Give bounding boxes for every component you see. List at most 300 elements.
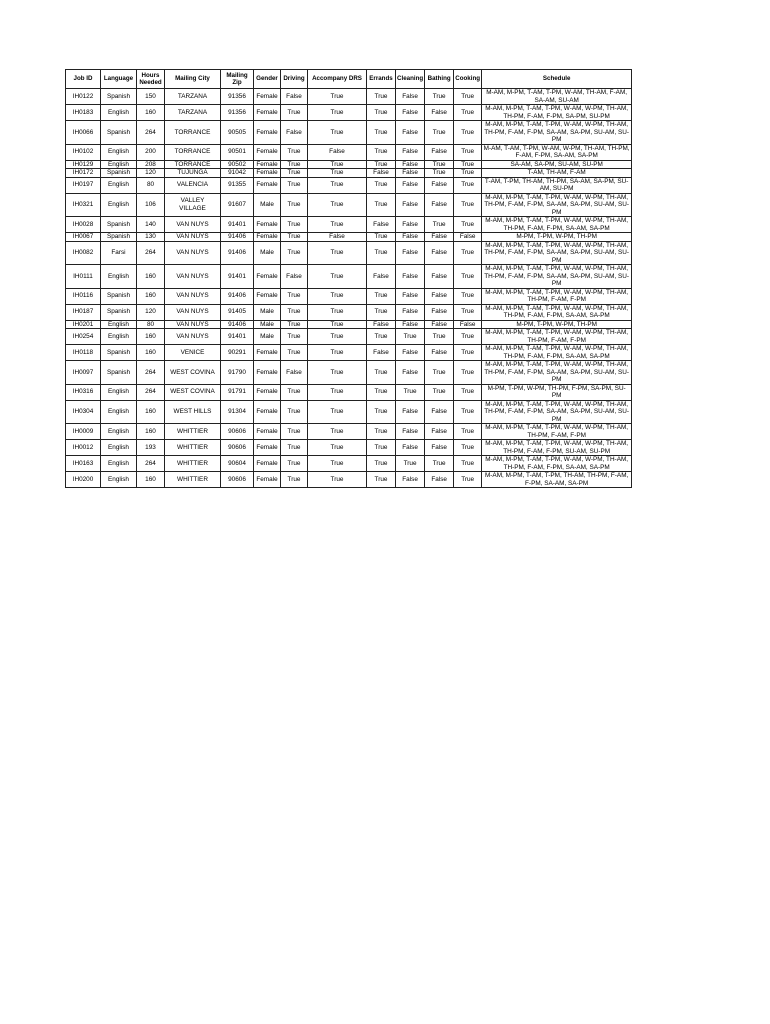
cell-accompany-drs: True xyxy=(308,160,367,169)
cell-job-id: IH0122 xyxy=(66,89,101,105)
cell-bathing: True xyxy=(425,384,454,400)
cell-accompany-drs: True xyxy=(308,193,367,217)
cell-driving: False xyxy=(281,89,308,105)
cell-cleaning: False xyxy=(396,320,425,329)
table-row xyxy=(66,144,632,160)
cell-schedule: M-AM, M-PM, T-AM, T-PM, W-AM, W-PM, TH-AM, TH-PM, F-AM, F-PM, SA-PM, SU-PM xyxy=(482,105,632,121)
cell-schedule: M-AM, M-PM, T-AM, T-PM, TH-AM, TH-PM, F-AM, F-PM, SA-AM, SA-PM xyxy=(482,472,632,488)
cell-bathing: True xyxy=(425,169,454,178)
cell-hours-needed: 130 xyxy=(137,233,165,242)
cell-driving: True xyxy=(281,105,308,121)
cell-gender: Female xyxy=(254,400,281,424)
cell-bathing: False xyxy=(425,424,454,440)
cell-bathing: True xyxy=(425,361,454,385)
cell-language: Spanish xyxy=(101,345,137,361)
cell-cooking: True xyxy=(454,160,482,169)
cell-cleaning: False xyxy=(396,400,425,424)
cell-bathing: True xyxy=(425,121,454,145)
cell-driving: False xyxy=(281,361,308,385)
cell-language: English xyxy=(101,384,137,400)
cell-mailing-zip: 91405 xyxy=(221,304,254,320)
cell-mailing-zip: 91791 xyxy=(221,384,254,400)
cell-language: English xyxy=(101,329,137,345)
cell-mailing-city: WHITTIER xyxy=(165,456,221,472)
cell-mailing-city: TORRANCE xyxy=(165,121,221,145)
table-body xyxy=(66,89,632,488)
cell-job-id: IH0012 xyxy=(66,440,101,456)
column-header-errands: Errands xyxy=(367,70,396,89)
cell-gender: Female xyxy=(254,89,281,105)
cell-gender: Male xyxy=(254,193,281,217)
cell-cooking: True xyxy=(454,472,482,488)
cell-hours-needed: 120 xyxy=(137,169,165,178)
cell-cooking: True xyxy=(454,169,482,178)
cell-accompany-drs: True xyxy=(308,217,367,233)
cell-gender: Female xyxy=(254,144,281,160)
table-row xyxy=(66,400,632,424)
cell-driving: True xyxy=(281,384,308,400)
cell-job-id: IH0321 xyxy=(66,193,101,217)
cell-cooking: True xyxy=(454,217,482,233)
cell-errands: True xyxy=(367,384,396,400)
cell-gender: Male xyxy=(254,241,281,265)
cell-bathing: False xyxy=(425,440,454,456)
cell-schedule: M-AM, M-PM, T-AM, T-PM, W-AM, W-PM, TH-AM, TH-PM, F-AM, F-PM, SA-AM, SA-PM xyxy=(482,456,632,472)
cell-cleaning: True xyxy=(396,329,425,345)
cell-gender: Female xyxy=(254,121,281,145)
table-row xyxy=(66,320,632,329)
cell-errands: True xyxy=(367,424,396,440)
cell-mailing-zip: 90606 xyxy=(221,472,254,488)
cell-schedule: M-AM, M-PM, T-AM, T-PM, W-AM, W-PM, TH-AM, TH-PM, F-AM, F-PM xyxy=(482,288,632,304)
cell-language: English xyxy=(101,472,137,488)
cell-language: English xyxy=(101,265,137,289)
cell-mailing-zip: 90501 xyxy=(221,144,254,160)
cell-mailing-zip: 90606 xyxy=(221,440,254,456)
cell-driving: True xyxy=(281,424,308,440)
cell-errands: False xyxy=(367,217,396,233)
cell-cleaning: False xyxy=(396,304,425,320)
cell-language: Spanish xyxy=(101,288,137,304)
column-header-mailing-city: Mailing City xyxy=(165,70,221,89)
table-row xyxy=(66,233,632,242)
cell-bathing: False xyxy=(425,320,454,329)
cell-mailing-zip: 91401 xyxy=(221,217,254,233)
cell-language: Spanish xyxy=(101,217,137,233)
cell-hours-needed: 106 xyxy=(137,193,165,217)
cell-schedule: M-AM, M-PM, T-AM, T-PM, W-AM, W-PM, TH-AM, TH-PM, F-AM, F-PM, SU-AM, SU-PM xyxy=(482,440,632,456)
cell-errands: True xyxy=(367,105,396,121)
cell-job-id: IH0067 xyxy=(66,233,101,242)
cell-mailing-city: VAN NUYS xyxy=(165,241,221,265)
cell-bathing: False xyxy=(425,233,454,242)
cell-cooking: True xyxy=(454,400,482,424)
cell-job-id: IH0129 xyxy=(66,160,101,169)
cell-hours-needed: 140 xyxy=(137,217,165,233)
cell-bathing: False xyxy=(425,304,454,320)
cell-bathing: False xyxy=(425,288,454,304)
cell-hours-needed: 264 xyxy=(137,456,165,472)
cell-mailing-city: WEST COVINA xyxy=(165,384,221,400)
cell-language: Spanish xyxy=(101,233,137,242)
cell-errands: True xyxy=(367,160,396,169)
cell-driving: True xyxy=(281,217,308,233)
cell-mailing-city: VAN NUYS xyxy=(165,288,221,304)
cell-language: English xyxy=(101,193,137,217)
cell-bathing: False xyxy=(425,193,454,217)
cell-accompany-drs: True xyxy=(308,241,367,265)
cell-cooking: True xyxy=(454,89,482,105)
cell-mailing-city: WEST HILLS xyxy=(165,400,221,424)
cell-accompany-drs: True xyxy=(308,105,367,121)
cell-language: Spanish xyxy=(101,361,137,385)
cell-driving: True xyxy=(281,400,308,424)
cell-bathing: False xyxy=(425,144,454,160)
cell-driving: True xyxy=(281,193,308,217)
cell-hours-needed: 160 xyxy=(137,424,165,440)
cell-errands: True xyxy=(367,233,396,242)
cell-schedule: M-PM, T-PM, W-PM, TH-PM, F-PM, SA-PM, SU-PM xyxy=(482,384,632,400)
cell-mailing-zip: 91607 xyxy=(221,193,254,217)
cell-cooking: True xyxy=(454,361,482,385)
cell-mailing-zip: 91406 xyxy=(221,233,254,242)
cell-driving: False xyxy=(281,121,308,145)
cell-mailing-city: VAN NUYS xyxy=(165,265,221,289)
cell-language: English xyxy=(101,456,137,472)
cell-schedule: M-PM, T-PM, W-PM, TH-PM xyxy=(482,320,632,329)
cell-errands: False xyxy=(367,265,396,289)
cell-bathing: True xyxy=(425,329,454,345)
cell-cleaning: False xyxy=(396,472,425,488)
cell-accompany-drs: True xyxy=(308,361,367,385)
table-row xyxy=(66,384,632,400)
cell-bathing: False xyxy=(425,472,454,488)
cell-gender: Female xyxy=(254,424,281,440)
cell-cleaning: False xyxy=(396,361,425,385)
cell-accompany-drs: True xyxy=(308,424,367,440)
cell-cleaning: False xyxy=(396,121,425,145)
cell-mailing-city: WEST COVINA xyxy=(165,361,221,385)
job-table xyxy=(65,69,632,488)
cell-schedule: M-AM, M-PM, T-AM, T-PM, W-AM, W-PM, TH-AM, TH-PM, F-AM, F-PM, SA-AM, SA-PM, SU-AM, SU-PM xyxy=(482,361,632,385)
cell-hours-needed: 160 xyxy=(137,288,165,304)
cell-gender: Female xyxy=(254,105,281,121)
table-row xyxy=(66,440,632,456)
cell-errands: False xyxy=(367,169,396,178)
cell-job-id: IH0304 xyxy=(66,400,101,424)
cell-errands: True xyxy=(367,329,396,345)
column-header-bathing: Bathing xyxy=(425,70,454,89)
cell-hours-needed: 200 xyxy=(137,144,165,160)
cell-accompany-drs: True xyxy=(308,265,367,289)
cell-mailing-zip: 91356 xyxy=(221,105,254,121)
cell-job-id: IH0097 xyxy=(66,361,101,385)
cell-language: Farsi xyxy=(101,241,137,265)
cell-cooking: False xyxy=(454,320,482,329)
header-row xyxy=(66,70,632,89)
cell-bathing: True xyxy=(425,217,454,233)
cell-mailing-city: VALLEY VILLAGE xyxy=(165,193,221,217)
cell-hours-needed: 160 xyxy=(137,329,165,345)
column-header-driving: Driving xyxy=(281,70,308,89)
cell-errands: True xyxy=(367,456,396,472)
cell-gender: Male xyxy=(254,320,281,329)
cell-gender: Male xyxy=(254,329,281,345)
column-header-language: Language xyxy=(101,70,137,89)
column-header-mailing-zip: Mailing Zip xyxy=(221,70,254,89)
column-header-cleaning: Cleaning xyxy=(396,70,425,89)
cell-mailing-zip: 91406 xyxy=(221,288,254,304)
cell-cooking: True xyxy=(454,304,482,320)
column-header-accompany-drs: Accompany DRS xyxy=(308,70,367,89)
table-row xyxy=(66,105,632,121)
cell-mailing-zip: 91401 xyxy=(221,329,254,345)
cell-gender: Female xyxy=(254,233,281,242)
cell-gender: Female xyxy=(254,456,281,472)
cell-mailing-zip: 91355 xyxy=(221,177,254,193)
cell-errands: True xyxy=(367,144,396,160)
cell-gender: Female xyxy=(254,440,281,456)
cell-errands: True xyxy=(367,472,396,488)
cell-driving: False xyxy=(281,265,308,289)
cell-hours-needed: 264 xyxy=(137,361,165,385)
cell-gender: Female xyxy=(254,160,281,169)
table-row xyxy=(66,329,632,345)
cell-job-id: IH0254 xyxy=(66,329,101,345)
table-row xyxy=(66,121,632,145)
cell-cleaning: False xyxy=(396,440,425,456)
cell-mailing-city: VAN NUYS xyxy=(165,329,221,345)
cell-hours-needed: 264 xyxy=(137,384,165,400)
cell-accompany-drs: True xyxy=(308,329,367,345)
cell-gender: Female xyxy=(254,384,281,400)
cell-accompany-drs: True xyxy=(308,345,367,361)
cell-accompany-drs: True xyxy=(308,177,367,193)
cell-gender: Female xyxy=(254,265,281,289)
cell-cooking: True xyxy=(454,121,482,145)
cell-job-id: IH0172 xyxy=(66,169,101,178)
cell-language: Spanish xyxy=(101,89,137,105)
cell-mailing-city: VENICE xyxy=(165,345,221,361)
cell-job-id: IH0082 xyxy=(66,241,101,265)
cell-hours-needed: 80 xyxy=(137,177,165,193)
cell-language: English xyxy=(101,320,137,329)
cell-errands: True xyxy=(367,89,396,105)
cell-schedule: M-AM, M-PM, T-AM, T-PM, W-AM, W-PM, TH-AM, TH-PM, F-AM, F-PM, SA-AM, SA-PM xyxy=(482,304,632,320)
cell-bathing: False xyxy=(425,400,454,424)
cell-mailing-zip: 90502 xyxy=(221,160,254,169)
cell-mailing-city: VALENCIA xyxy=(165,177,221,193)
table-row xyxy=(66,177,632,193)
cell-schedule: SA-AM, SA-PM, SU-AM, SU-PM xyxy=(482,160,632,169)
cell-language: Spanish xyxy=(101,304,137,320)
cell-errands: True xyxy=(367,177,396,193)
cell-job-id: IH0201 xyxy=(66,320,101,329)
cell-accompany-drs: True xyxy=(308,304,367,320)
cell-job-id: IH0028 xyxy=(66,217,101,233)
cell-driving: True xyxy=(281,456,308,472)
cell-mailing-city: TORRANCE xyxy=(165,160,221,169)
cell-cooking: True xyxy=(454,105,482,121)
table-row xyxy=(66,265,632,289)
cell-errands: False xyxy=(367,345,396,361)
cell-driving: True xyxy=(281,472,308,488)
cell-cooking: True xyxy=(454,456,482,472)
cell-driving: True xyxy=(281,160,308,169)
cell-mailing-zip: 91406 xyxy=(221,320,254,329)
cell-mailing-zip: 91790 xyxy=(221,361,254,385)
table-header xyxy=(66,70,632,89)
table-row xyxy=(66,304,632,320)
cell-bathing: True xyxy=(425,89,454,105)
cell-job-id: IH0116 xyxy=(66,288,101,304)
cell-driving: True xyxy=(281,440,308,456)
cell-accompany-drs: False xyxy=(308,144,367,160)
cell-cleaning: True xyxy=(396,384,425,400)
cell-language: English xyxy=(101,160,137,169)
cell-accompany-drs: True xyxy=(308,384,367,400)
column-header-schedule: Schedule xyxy=(482,70,632,89)
cell-accompany-drs: True xyxy=(308,456,367,472)
cell-cooking: True xyxy=(454,440,482,456)
cell-mailing-city: WHITTIER xyxy=(165,472,221,488)
cell-language: English xyxy=(101,440,137,456)
cell-mailing-city: TUJUNGA xyxy=(165,169,221,178)
cell-mailing-city: VAN NUYS xyxy=(165,233,221,242)
cell-cooking: False xyxy=(454,233,482,242)
cell-accompany-drs: True xyxy=(308,440,367,456)
cell-hours-needed: 80 xyxy=(137,320,165,329)
cell-driving: True xyxy=(281,169,308,178)
column-header-cooking: Cooking xyxy=(454,70,482,89)
cell-language: English xyxy=(101,424,137,440)
cell-job-id: IH0066 xyxy=(66,121,101,145)
table-row xyxy=(66,424,632,440)
cell-schedule: M-AM, M-PM, T-AM, T-PM, W-AM, W-PM, TH-AM, TH-PM, F-AM, F-PM xyxy=(482,424,632,440)
cell-mailing-zip: 90505 xyxy=(221,121,254,145)
cell-cleaning: True xyxy=(396,456,425,472)
cell-job-id: IH0183 xyxy=(66,105,101,121)
cell-cleaning: False xyxy=(396,345,425,361)
table-row xyxy=(66,288,632,304)
cell-errands: True xyxy=(367,288,396,304)
table-row xyxy=(66,160,632,169)
column-header-hours-needed: Hours Needed xyxy=(137,70,165,89)
cell-language: English xyxy=(101,144,137,160)
column-header-job-id: Job ID xyxy=(66,70,101,89)
cell-job-id: IH0009 xyxy=(66,424,101,440)
cell-cleaning: False xyxy=(396,288,425,304)
cell-accompany-drs: True xyxy=(308,320,367,329)
cell-cooking: True xyxy=(454,177,482,193)
cell-hours-needed: 160 xyxy=(137,400,165,424)
cell-driving: True xyxy=(281,345,308,361)
cell-hours-needed: 120 xyxy=(137,304,165,320)
cell-cleaning: False xyxy=(396,241,425,265)
cell-cooking: True xyxy=(454,144,482,160)
cell-hours-needed: 193 xyxy=(137,440,165,456)
cell-cooking: True xyxy=(454,384,482,400)
table-row xyxy=(66,89,632,105)
cell-bathing: False xyxy=(425,345,454,361)
cell-cleaning: False xyxy=(396,217,425,233)
table-row xyxy=(66,193,632,217)
cell-errands: True xyxy=(367,121,396,145)
cell-hours-needed: 264 xyxy=(137,121,165,145)
cell-job-id: IH0197 xyxy=(66,177,101,193)
cell-schedule: M-AM, M-PM, T-AM, T-PM, W-AM, W-PM, TH-AM, TH-PM, F-AM, F-PM, SA-AM, SA-PM xyxy=(482,217,632,233)
cell-errands: True xyxy=(367,193,396,217)
cell-accompany-drs: True xyxy=(308,121,367,145)
cell-accompany-drs: True xyxy=(308,89,367,105)
cell-cleaning: False xyxy=(396,169,425,178)
cell-cooking: True xyxy=(454,241,482,265)
cell-language: English xyxy=(101,400,137,424)
cell-errands: True xyxy=(367,440,396,456)
cell-hours-needed: 264 xyxy=(137,241,165,265)
cell-hours-needed: 160 xyxy=(137,345,165,361)
cell-cleaning: False xyxy=(396,160,425,169)
cell-accompany-drs: True xyxy=(308,169,367,178)
cell-cooking: True xyxy=(454,345,482,361)
cell-accompany-drs: False xyxy=(308,233,367,242)
cell-cleaning: False xyxy=(396,265,425,289)
table-row xyxy=(66,361,632,385)
table-row xyxy=(66,345,632,361)
cell-cleaning: False xyxy=(396,233,425,242)
cell-schedule: M-AM, T-AM, T-PM, W-AM, W-PM, TH-AM, TH-PM, F-AM, F-PM, SA-AM, SA-PM xyxy=(482,144,632,160)
cell-mailing-city: TARZANA xyxy=(165,89,221,105)
cell-bathing: False xyxy=(425,265,454,289)
cell-gender: Female xyxy=(254,177,281,193)
cell-job-id: IH0102 xyxy=(66,144,101,160)
cell-schedule: T-AM, T-PM, TH-AM, TH-PM, SA-AM, SA-PM, SU-AM, SU-PM xyxy=(482,177,632,193)
cell-bathing: False xyxy=(425,177,454,193)
cell-mailing-zip: 91042 xyxy=(221,169,254,178)
cell-hours-needed: 160 xyxy=(137,472,165,488)
table-row xyxy=(66,241,632,265)
cell-schedule: M-AM, M-PM, T-AM, T-PM, W-AM, W-PM, TH-AM, TH-PM, F-AM, F-PM, SA-AM, SA-PM, SU-AM, SU-PM xyxy=(482,400,632,424)
table-row xyxy=(66,217,632,233)
cell-driving: True xyxy=(281,177,308,193)
cell-driving: True xyxy=(281,288,308,304)
cell-schedule: M-AM, M-PM, T-AM, T-PM, W-AM, W-PM, TH-AM, TH-PM, F-AM, F-PM, SA-AM, SA-PM xyxy=(482,345,632,361)
cell-driving: True xyxy=(281,241,308,265)
cell-hours-needed: 150 xyxy=(137,89,165,105)
cell-gender: Female xyxy=(254,169,281,178)
cell-gender: Female xyxy=(254,472,281,488)
cell-schedule: M-AM, M-PM, T-AM, T-PM, W-AM, W-PM, TH-AM, TH-PM, F-AM, F-PM, SA-AM, SA-PM, SU-AM, SU-PM xyxy=(482,121,632,145)
cell-bathing: True xyxy=(425,160,454,169)
cell-cooking: True xyxy=(454,329,482,345)
cell-errands: True xyxy=(367,241,396,265)
cell-job-id: IH0163 xyxy=(66,456,101,472)
cell-job-id: IH0316 xyxy=(66,384,101,400)
cell-cooking: True xyxy=(454,424,482,440)
cell-schedule: M-PM, T-PM, W-PM, TH-PM xyxy=(482,233,632,242)
cell-mailing-city: VAN NUYS xyxy=(165,217,221,233)
cell-mailing-city: WHITTIER xyxy=(165,424,221,440)
cell-hours-needed: 160 xyxy=(137,265,165,289)
cell-driving: True xyxy=(281,320,308,329)
cell-driving: True xyxy=(281,304,308,320)
cell-schedule: M-AM, M-PM, T-AM, T-PM, W-AM, TH-AM, F-AM, SA-AM, SU-AM xyxy=(482,89,632,105)
table-row xyxy=(66,169,632,178)
cell-cleaning: False xyxy=(396,89,425,105)
cell-driving: True xyxy=(281,233,308,242)
column-header-gender: Gender xyxy=(254,70,281,89)
cell-gender: Male xyxy=(254,304,281,320)
